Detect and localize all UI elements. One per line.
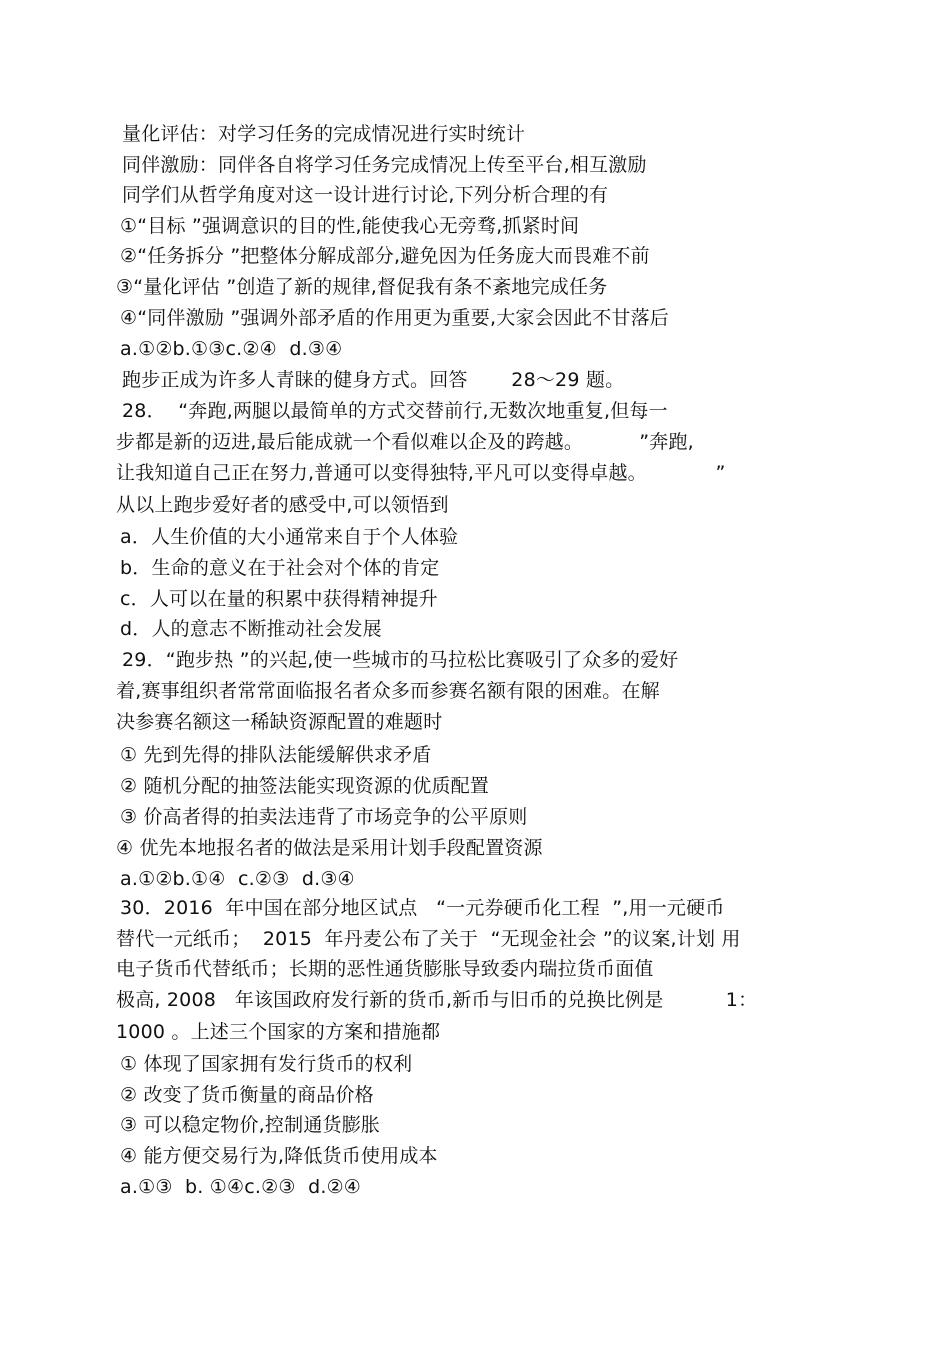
text-line: b．生命的意义在于社会对个体的肯定	[120, 557, 440, 579]
text-line: ② 随机分配的抽签法能实现资源的优质配置	[120, 775, 490, 797]
text-line: 步都是新的迈进,最后能成就一个看似难以企及的跨越。 ”奔跑,	[116, 431, 694, 453]
text-line: 29．“跑步热 ”的兴起,使一些城市的马拉松比赛吸引了众多的爱好	[122, 649, 679, 671]
text-line: ② 改变了货币衡量的商品价格	[120, 1084, 374, 1106]
text-line: a.①②b.①④ c.②③ d.③④	[120, 868, 355, 890]
text-line: ④ 优先本地报名者的做法是采用计划手段配置资源	[116, 837, 543, 859]
text-line: 极高, 2008 年该国政府发行新的货币,新币与旧币的兑换比例是 1：	[116, 989, 758, 1011]
text-line: a.①③ b. ①④c.②③ d.②④	[120, 1176, 362, 1198]
text-line: ③ 可以稳定物价,控制通货膨胀	[120, 1114, 381, 1136]
text-line: ③ 价高者得的拍卖法违背了市场竞争的公平原则	[120, 806, 528, 828]
text-line: 着,赛事组织者常常面临报名者众多而参赛名额有限的困难。在解	[116, 680, 660, 702]
text-line: 量化评估：对学习任务的完成情况进行实时统计	[122, 123, 526, 145]
text-line: a．人生价值的大小通常来自于个人体验	[120, 526, 459, 548]
text-line: 30．2016 年中国在部分地区试点 “一元券硬币化工程 ”,用一元硬币	[120, 897, 725, 919]
text-line: 决参赛名额这一稀缺资源配置的难题时	[116, 711, 443, 733]
text-line: ④“同伴激励 ”强调外部矛盾的作用更为重要,大家会因此不甘落后	[120, 307, 670, 329]
text-line: 让我知道自己正在努力,普通可以变得独特,平凡可以变得卓越。 ”	[116, 462, 726, 484]
text-line: 同学们从哲学角度对这一设计进行讨论,下列分析合理的有	[122, 184, 609, 206]
text-line: ①“目标 ”强调意识的目的性,能使我心无旁骛,抓紧时间	[120, 215, 580, 237]
text-line: 同伴激励：同伴各自将学习任务完成情况上传至平台,相互激励	[122, 154, 647, 176]
text-line: 从以上跑步爱好者的感受中,可以领悟到	[116, 494, 449, 516]
text-line: c．人可以在量的积累中获得精神提升	[120, 588, 438, 610]
text-line: ②“任务拆分 ”把整体分解成部分,避免因为任务庞大而畏难不前	[120, 245, 650, 267]
text-line: 跑步正成为许多人青睐的健身方式。回答 28～29 题。	[122, 369, 625, 391]
text-line: 1000 。上述三个国家的方案和措施都	[116, 1021, 441, 1043]
text-line: ④ 能方便交易行为,降低货币使用成本	[120, 1145, 438, 1167]
text-line: ① 先到先得的排队法能缓解供求矛盾	[120, 744, 432, 766]
text-line: d．人的意志不断推动社会发展	[120, 618, 382, 640]
text-line: ③“量化评估 ”创造了新的规律,督促我有条不紊地完成任务	[116, 276, 608, 298]
text-line: a.①②b.①③c.②④ d.③④	[120, 338, 343, 360]
text-line: 28． “奔跑,两腿以最简单的方式交替前行,无数次地重复,但每一	[122, 400, 668, 422]
text-line: ① 体现了国家拥有发行货币的权利	[120, 1053, 413, 1075]
text-line: 替代一元纸币； 2015 年丹麦公布了关于 “无现金社会 ”的议案,计划 用	[116, 928, 741, 950]
text-line: 电子货币代替纸币；长期的恶性通货膨胀导致委内瑞拉货币面值	[116, 958, 654, 980]
